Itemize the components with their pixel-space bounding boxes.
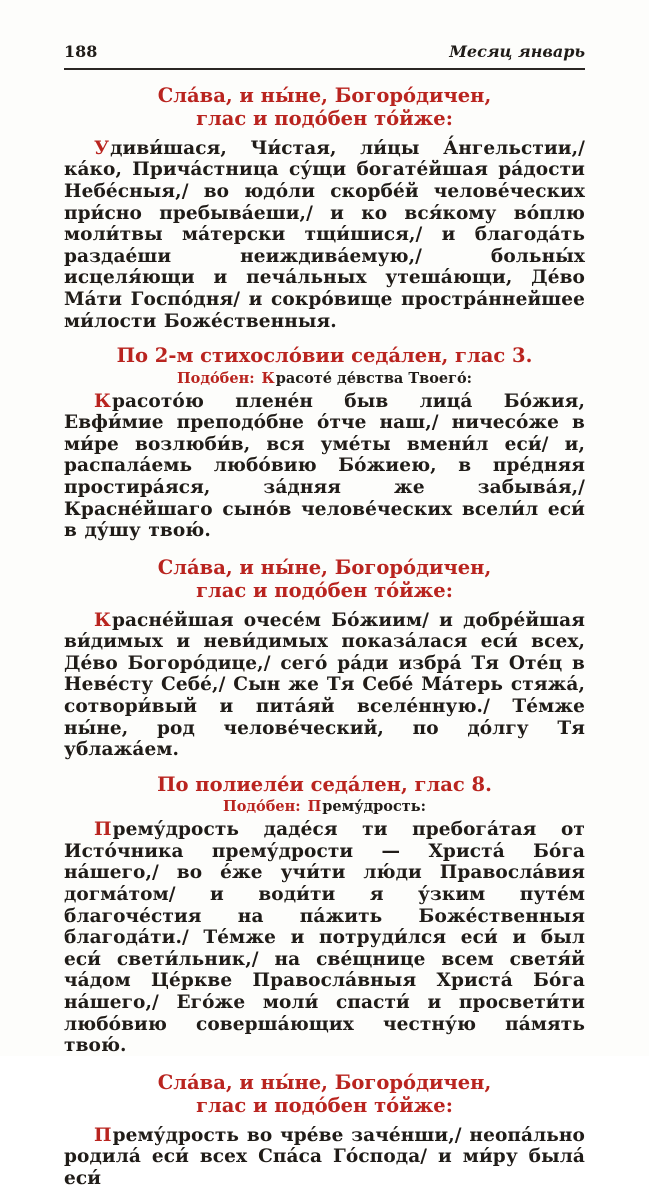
heading-line: По 2-м стихосло́вии седа́лен, глас 3.: [116, 344, 533, 368]
paragraph-text: расне́йшая очесе́м Бо́жиим/ и добре́йшая ви́димых и неви́димых показа́лася еси́ всех, Де́во Богоро́дице,/ сего́ ра́ди избра́ Тя Оте́ц в Неве́сту Себе́,/ Сын же Тя Себе́ Ма́терь стяжа́, сотвори́вый и пита́яй вселе́нную./ Те́мже ны́не, род челове́ческий, по до́лгу Тя ублажа́ем.: [64, 609, 585, 761]
sedalen-paragraph-2: [64, 819, 585, 1057]
bogorodichen-paragraph-3: [64, 1125, 585, 1189]
page-number: 188: [64, 42, 98, 61]
sedalen-paragraph-1: [64, 391, 585, 542]
red-initial: К: [94, 390, 111, 412]
podoben-text: расоте́ де́вства Твоего́:: [275, 369, 473, 387]
sedalen-heading-glas8: [64, 773, 585, 796]
slava-heading-2: [64, 556, 585, 603]
heading-line: Сла́ва, и ны́не, Богоро́дичен,: [157, 84, 492, 107]
red-initial: У: [94, 137, 110, 159]
heading-line: глас и подо́бен то́йже:: [196, 1094, 453, 1118]
red-initial: П: [94, 819, 112, 841]
heading-line: По полиеле́и седа́лен, глас 8.: [157, 772, 492, 796]
podoben-line-1: [64, 370, 585, 388]
podoben-text: рему́дрость:: [322, 798, 426, 816]
sedalen-heading-glas3: [64, 344, 585, 367]
red-initial: К: [261, 369, 275, 387]
red-initial: К: [94, 609, 111, 631]
header-rule: [64, 68, 585, 70]
running-title: Месяц январь: [449, 42, 585, 61]
paragraph-text: расото́ю плене́н быв лица́ Бо́жия, Евфи́мие преподо́бне о́тче наш,/ ничесо́же в ми́ре возлюби́в, вся уме́ты вмени́л еси́/ и, распала́емь любо́вию Бо́жиею, в пре́дняя простира́яся, за́дняя же забыва́я,/ Красне́йшаго сыно́в челове́ческих всели́л еси́ в ду́шу твою́.: [64, 390, 585, 542]
bogorodichen-paragraph-1: [64, 138, 585, 332]
page-body: [64, 84, 585, 1189]
podoben-label: Подо́бен:: [176, 369, 255, 387]
heading-line: глас и подо́бен то́йже:: [196, 579, 453, 603]
red-initial: П: [307, 798, 322, 816]
paragraph-text: рему́дрость даде́ся ти пребога́тая от Исто́чника прему́дрости — Христа́ Бо́га на́шего,/ во е́же учи́ти лю́ди Правосла́вия догма́том/ и води́ти я у́зким путе́м благоче́стия на па́жить Боже́ственныя благода́ти./ Те́мже и потруди́лся еси́ и был еси́ свети́льник,/ на све́щнице всем светя́й ча́дом Це́ркве Правосла́вныя Христа́ Бо́га на́шего,/ Его́же моли́ спасти́ и просвети́ти любо́вию соверша́ющих честну́ю па́мять твою́.: [64, 819, 585, 1057]
podoben-label: Подо́бен:: [223, 798, 301, 816]
slava-heading-1: [64, 84, 585, 131]
heading-line: глас и подо́бен то́йже:: [196, 107, 453, 131]
slava-heading-3: [64, 1071, 585, 1118]
paragraph-text: рему́дрость во чре́ве заче́нши,/ неопа́льно родила́ еси́ всех Спа́са Го́спода/ и ми́ру была́ еси́: [64, 1124, 585, 1189]
red-initial: П: [94, 1124, 112, 1146]
heading-line: Сла́ва, и ны́не, Богоро́дичен,: [157, 555, 492, 579]
heading-line: Сла́ва, и ны́не, Богоро́дичен,: [157, 1070, 492, 1094]
podoben-line-2: [64, 798, 585, 816]
bogorodichen-paragraph-2: [64, 610, 585, 761]
running-head: [64, 42, 585, 61]
paragraph-text: диви́шася, Чи́стая, ли́цы А́нгельстии,/ ка́ко, Прича́стница су́щи богате́йшая ра́дости Небе́сныя,/ во юдо́ли скорбе́й челове́ческих при́сно пребыва́еши,/ и ко вся́кому во́плю моли́твы ма́терски тщи́шися,/ и благода́ть раздае́ши неиждива́емую,/ больны́х исцеля́ющи и печа́льных утеша́ющи, Де́во Ма́ти Госпо́дня/ и сокро́вище простра́ннейшее ми́лости Боже́ственныя.: [64, 137, 585, 332]
